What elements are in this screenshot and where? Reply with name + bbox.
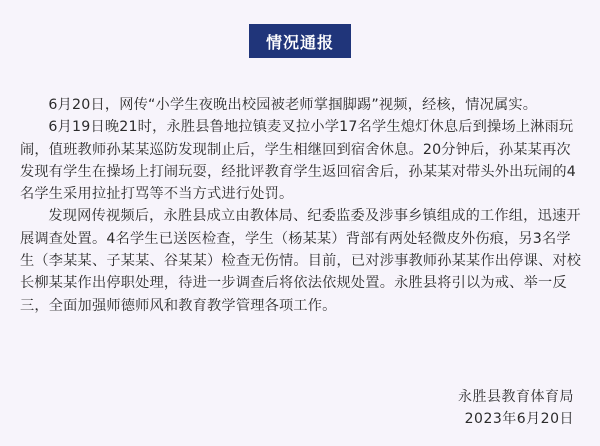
paragraph-summary: 6月20日，网传“小学生夜晚出校园被老师掌掴脚踢”视频，经核，情况属实。	[48, 97, 538, 113]
issuer-name: 永胜县教育体育局	[458, 389, 574, 405]
notice-body	[20, 94, 582, 317]
issue-date: 2023年6月20日	[464, 411, 574, 427]
notice-title: 情况通报	[249, 24, 351, 58]
signature-block	[458, 386, 574, 430]
paragraph-handling: 发现网传视频后，永胜县成立由教体局、纪委监委及涉事乡镇组成的工作组，迅速开展调查处置。4名学生已送医检查，学生（杨某某）背部有两处轻微皮外伤痕，另3名学生（李某某、子某某、谷某某）检查无伤情。目前，已对涉事教师孙某某作出停课、对校长柳某某作出停职处理，待进一步调查后将依法依规处置。永胜县将引以为戒、举一反三，全面加强师德师风和教育教学管理各项工作。	[20, 208, 582, 314]
paragraph-incident: 6月19日晚21时，永胜县鲁地拉镇麦叉拉小学17名学生熄灯休息后到操场上淋雨玩闹，值班教师孙某某巡防发现制止后，学生相继回到宿舍休息。20分钟后，孙某某再次发现有学生在操场上打闹玩耍，经批评教育学生返回宿舍后，孙某某对带头外出玩闹的4名学生采用拉扯打骂等不当方式进行处罚。	[20, 119, 576, 203]
